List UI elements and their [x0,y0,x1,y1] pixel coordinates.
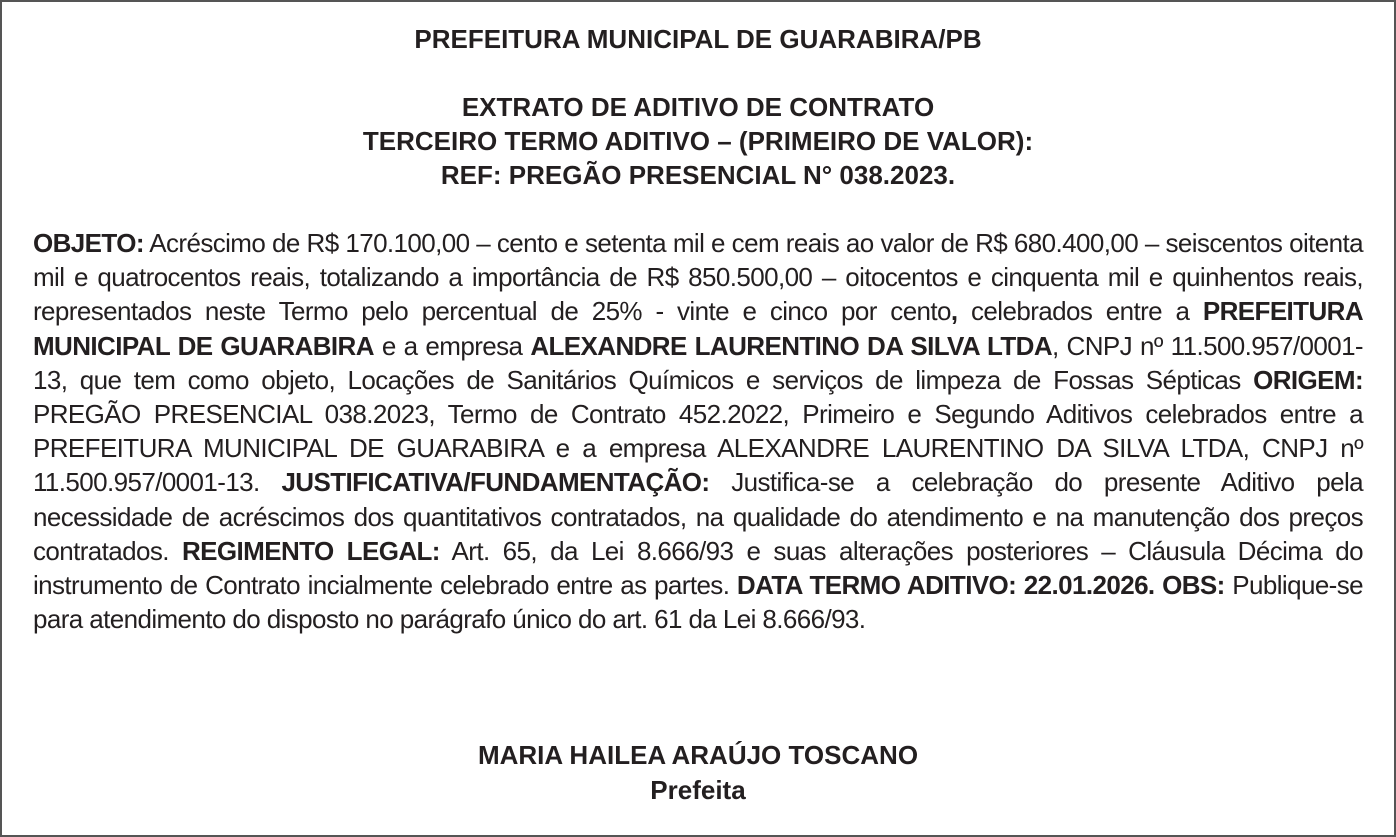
organization-title: PREFEITURA MUNICIPAL DE GUARABIRA/PB [414,24,982,54]
origem-text: PREGÃO PRESENCIAL 038.2023, Termo de Contrato 452.2022, Primeiro e Segundo Aditivos celebrados entre a PREFEITURA MUNICIPAL DE GUARABIRA e a empresa ALEXANDRE LAURENTINO DA SILVA LTDA, CNPJ nº 11.500.957/0001-13. [33,399,1363,498]
notice-title: EXTRATO DE ADITIVO DE CONTRATO [461,92,935,122]
signature-block [2,738,1394,808]
regimento-label: REGIMENTO LEGAL: [182,535,440,566]
party-prefeitura: PREFEITURA MUNICIPAL DE GUARABIRA [33,296,1363,361]
objeto-text: Acréscimo de R$ 170.100,00 – cento e setenta mil e cem reais ao valor de R$ 680.400,00 – seiscentos oitenta mil e quatrocentos reais, totalizando a importância de R$ 850.500,00 – oitocentos e cinquenta mil e quinhentos reais, representados neste Termo pelo percentual de 25% - vinte e cinco por cento [33,228,1363,327]
party-company: ALEXANDRE LAURENTINO DA SILVA LTDA [530,330,1052,361]
company-details: , CNPJ nº 11.500.957/0001-13, que tem como objeto, Locações de Sanitários Químicos e serviços de limpeza de Fossas Sépticas [33,330,1363,395]
notice-body [33,226,1363,636]
party-connector: e a empresa [373,330,531,361]
signatory-role: Prefeita [650,775,746,805]
reference-line: REF: PREGÃO PRESENCIAL N° 038.2023. [440,160,956,190]
objeto-text-2: celebrados entre a [957,296,1203,327]
notice-headings [2,90,1394,192]
justificativa-label: JUSTIFICATIVA/FUNDAMENTAÇÃO: [281,467,710,498]
objeto-label: OBJETO: [33,228,144,258]
data-termo-label: DATA TERMO ADITIVO: 22.01.2026. OBS: [736,570,1225,601]
origem-label: ORIGEM: [1253,364,1363,395]
amendment-title: TERCEIRO TERMO ADITIVO – (PRIMEIRO DE VALOR): [362,126,1034,156]
obs-text: Publique-se para atendimento do disposto no parágrafo único do art. 61 da Lei 8.666/93. [33,570,1363,635]
regimento-text: Art. 65, da Lei 8.666/93 e suas alterações posteriores – Cláusula Décima do instrumento de Contrato incialmente celebrado entre as partes. [33,535,1364,601]
justificativa-text: Justifica-se a celebração do presente Aditivo pela necessidade de acréscimos dos quantitativos contratados, na qualidade do atendimento e na manutenção dos preços contratados. [33,467,1363,566]
signatory-name: MARIA HAILEA ARAÚJO TOSCANO [477,740,919,770]
objeto-comma: , [950,296,958,327]
